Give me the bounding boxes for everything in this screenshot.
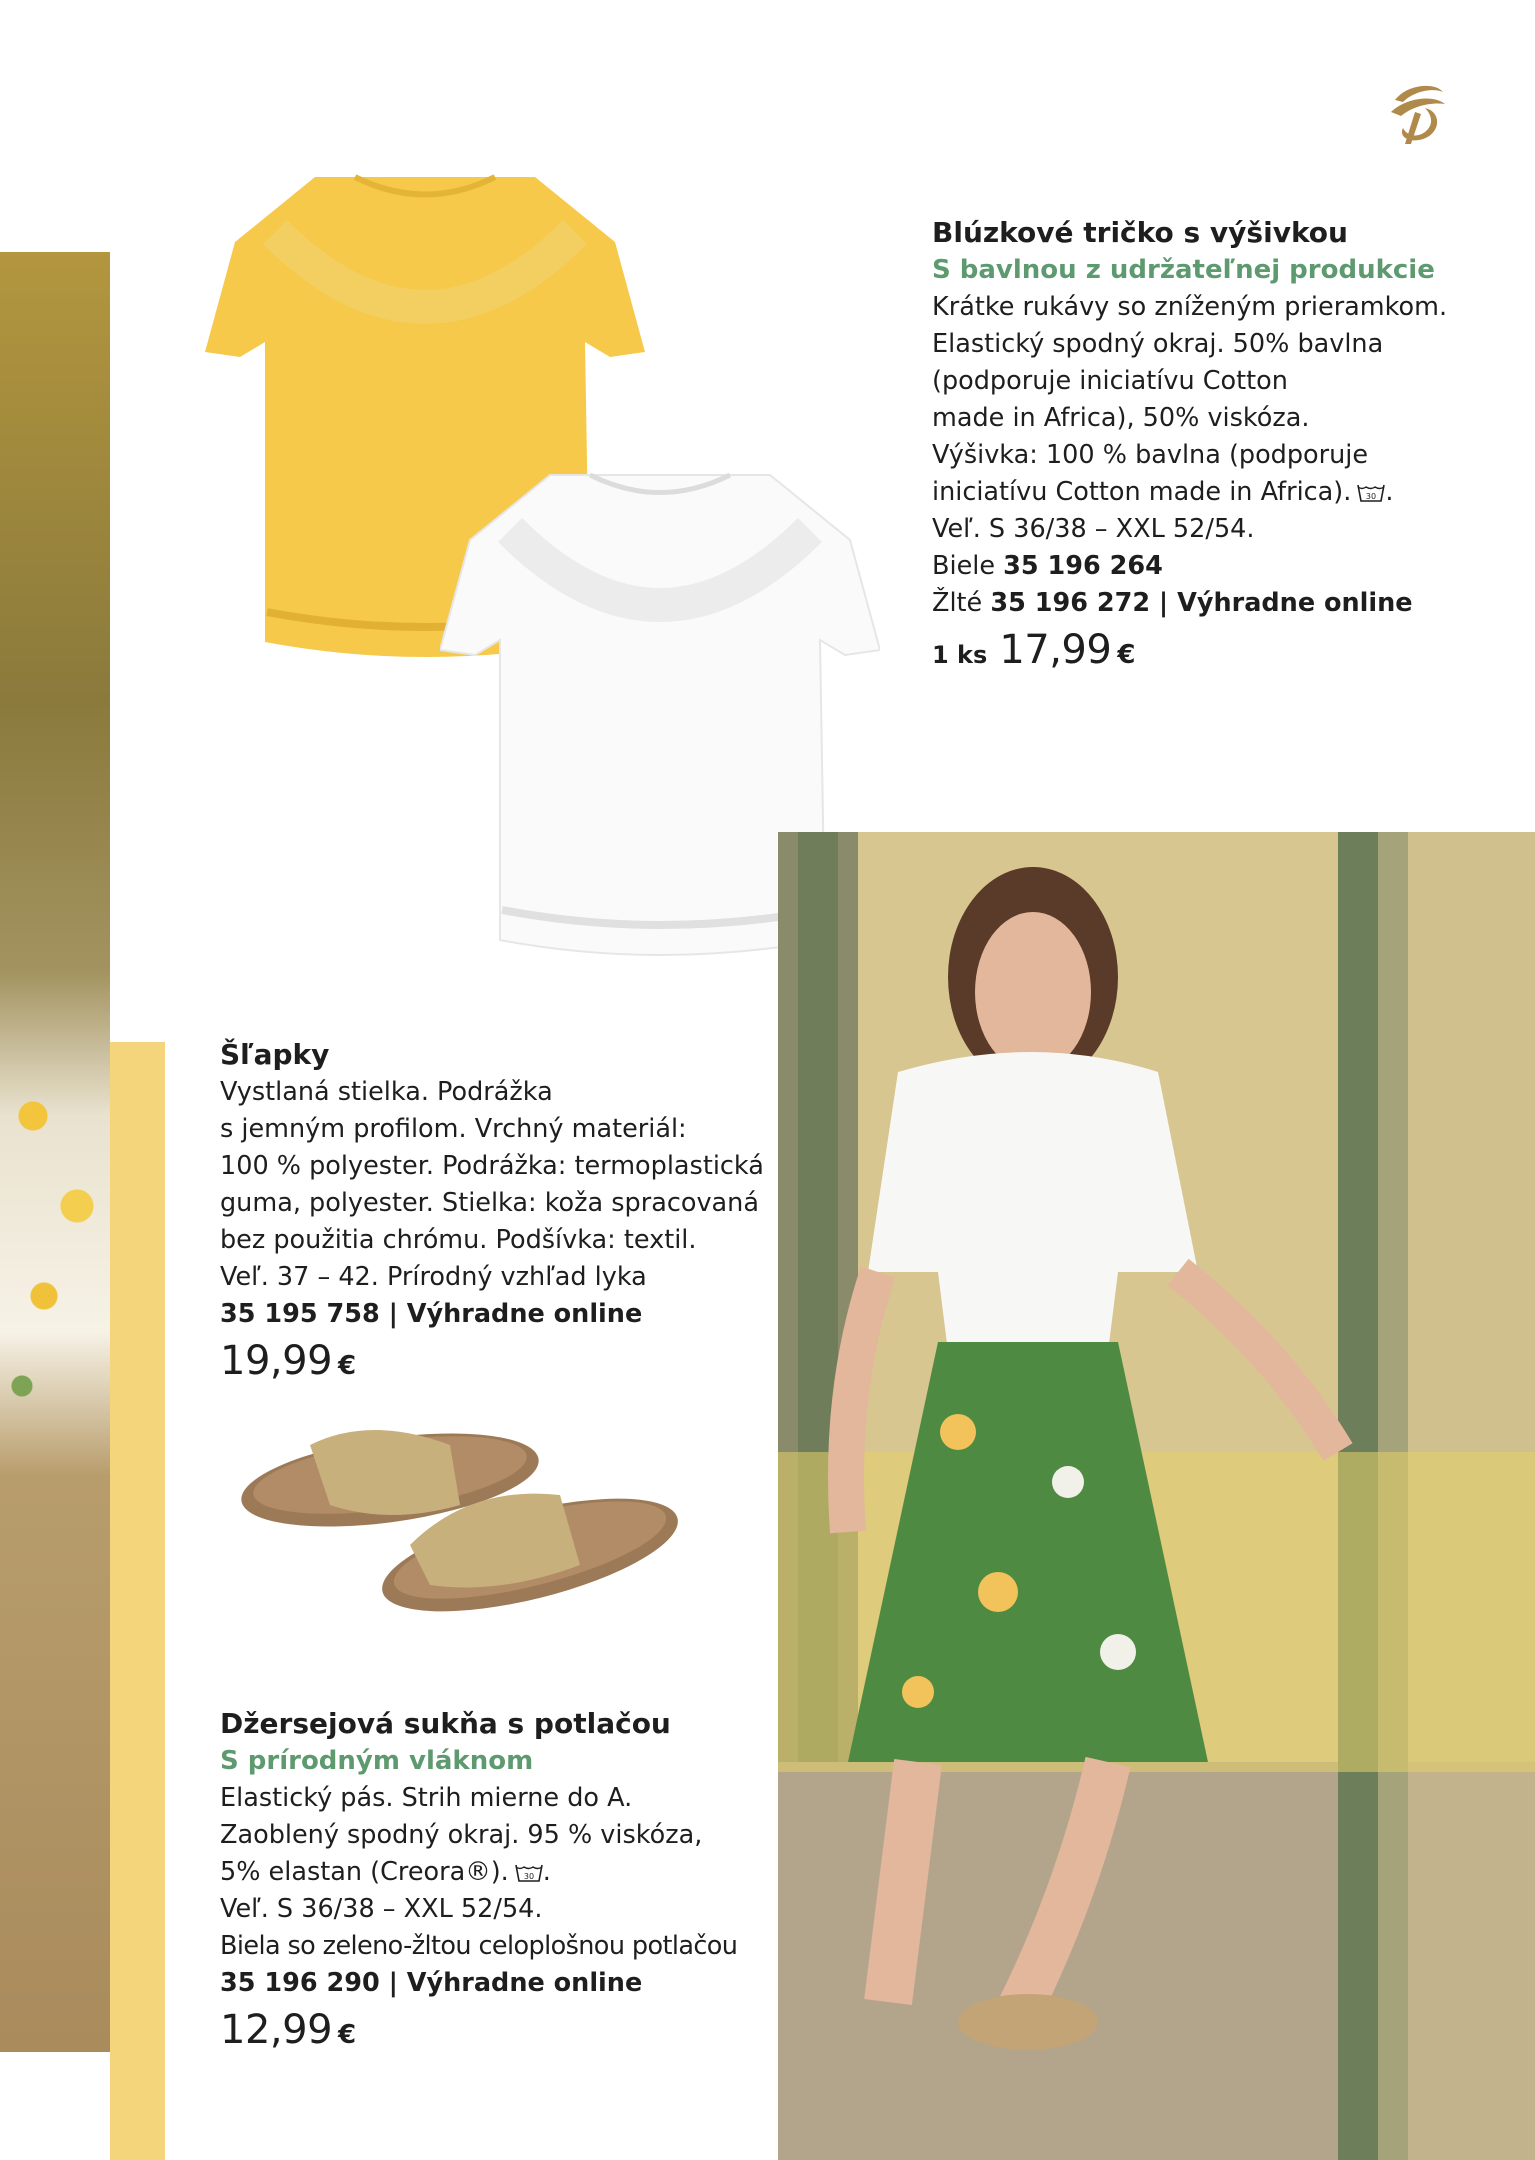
description-line: Biela so zeleno-žltou celoplošnou potlačou [220,1931,738,1961]
description-line: Vystlaná stielka. Podrážka [220,1077,553,1107]
period: . [542,1857,551,1887]
description-line: bez použitia chrómu. Podšívka: textil. [220,1225,697,1255]
price-value: 17,99 [999,627,1112,673]
product-title: Blúzkové tričko s výšivkou [932,216,1348,249]
description-line: Elastický pás. Strih mierne do A. [220,1783,633,1813]
description-line: 100 % polyester. Podrážka: termoplastická [220,1151,764,1181]
description-text: iniciatívu Cotton made in Africa). [932,477,1352,507]
sandals-image [240,1385,680,1625]
description-line: Veľ. 37 – 42. Prírodný vzhľad lyka [220,1262,647,1292]
yellow-accent-bar [110,1042,165,2160]
product-block-skirt [220,1705,760,2054]
model-photo [778,832,1535,2160]
price-tag [220,2007,760,2054]
article-number: 35 196 264 [1003,551,1163,581]
description-line: Výšivka: 100 % bavlna (podporuje [932,440,1369,470]
price-quantity: 1 ks [932,641,988,669]
price-value: 19,99 [220,1338,333,1384]
tchibo-logo-icon [1385,78,1449,148]
description-line: (podporuje iniciatívu Cotton [932,366,1288,396]
article-number: 35 196 290 | Výhradne online [220,1968,643,1998]
article-number: 35 196 272 | Výhradne online [990,588,1413,618]
description-line: Veľ. S 36/38 – XXL 52/54. [932,514,1255,544]
description-line: s jemným profilom. Vrchný materiál: [220,1114,687,1144]
article-number: 35 195 758 | Výhradne online [220,1299,643,1329]
wash-30-icon [1357,483,1385,503]
period: . [1385,477,1394,507]
variant-label: Žlté [932,588,983,618]
price-tag [932,627,1452,674]
variant-line-yellow [932,585,1452,622]
price-currency: € [338,1351,357,1381]
description-line: Krátke rukávy so zníženým prieramkom. [932,292,1448,322]
description-line: Zaoblený spodný okraj. 95 % viskóza, [220,1820,703,1850]
price-currency: € [338,2020,357,2050]
description-line: guma, polyester. Stielka: koža spracovaná [220,1188,759,1218]
product-title: Šľapky [220,1038,330,1071]
price-currency: € [1117,640,1136,670]
variant-line-white [932,548,1452,585]
price-value: 12,99 [220,2007,333,2053]
description-line: Elastický spodný okraj. 50% bavlna [932,329,1384,359]
product-title: Džersejová sukňa s potlačou [220,1707,671,1740]
lifestyle-photo-left-strip [0,252,110,2052]
description-line-with-wash [932,474,1452,511]
product-subtitle: S prírodným vláknom [220,1746,534,1776]
wash-temp-label: 30 [1366,492,1377,501]
product-subtitle: S bavlnou z udržateľnej produkcie [932,255,1435,285]
wash-30-icon [515,1863,543,1883]
description-text: 5% elastan (Creora®). [220,1857,509,1887]
model-illustration [778,832,1535,2160]
product-block-sandals [220,1036,764,1385]
description-line: made in Africa), 50% viskóza. [932,403,1310,433]
description-line-with-wash [220,1854,760,1891]
variant-label: Biele [932,551,996,581]
description-line: Veľ. S 36/38 – XXL 52/54. [220,1894,543,1924]
product-block-blouse [932,214,1452,674]
price-tag [220,1338,760,1385]
wash-temp-label: 30 [523,1872,534,1881]
